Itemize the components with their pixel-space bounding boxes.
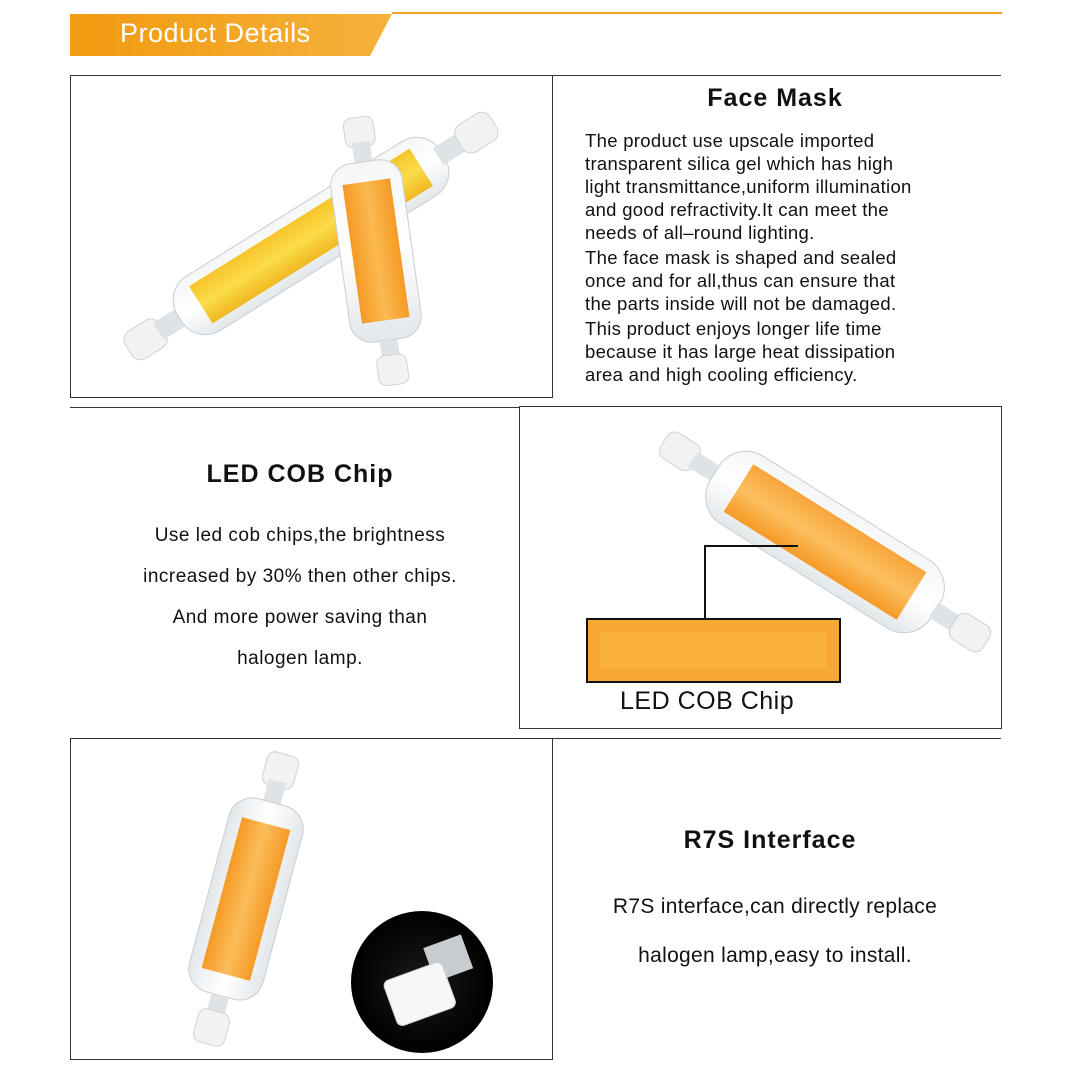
led-chip-image-label: LED COB Chip [620, 687, 795, 715]
face-mask-line: the parts inside will not be damaged. [585, 293, 897, 314]
lamp-closeup-image [520, 407, 1001, 728]
led-chip-image-frame [519, 406, 1002, 729]
face-mask-image-frame [70, 75, 553, 398]
divider [551, 738, 1001, 739]
face-mask-line: once and for all,thus can ensure that [585, 270, 896, 291]
led-chip-title: LED COB Chip [206, 460, 394, 488]
face-mask-line: and good refractivity.It can meet the [585, 199, 889, 220]
divider [70, 407, 520, 408]
face-mask-line: area and high cooling efficiency. [585, 364, 858, 385]
r7s-description [560, 895, 990, 993]
face-mask-line: transparent silica gel which has high [585, 153, 894, 174]
header-title: Product Details [120, 18, 311, 48]
two-lamps-image [71, 76, 552, 397]
face-mask-line: The face mask is shaped and sealed [585, 247, 897, 268]
led-chip-description [90, 525, 510, 689]
led-chip-line: halogen lamp. [237, 648, 363, 669]
face-mask-line: This product enjoys longer life time [585, 318, 882, 339]
led-chip-line: increased by 30% then other chips. [143, 566, 457, 587]
divider [551, 75, 1001, 76]
face-mask-title: Face Mask [707, 84, 843, 112]
header-rule [392, 12, 1002, 14]
face-mask-description [585, 129, 1005, 386]
led-chip-line: Use led cob chips,the brightness [154, 525, 446, 546]
face-mask-line: light transmittance,uniform illumination [585, 176, 912, 197]
face-mask-line: The product use upscale imported [585, 130, 875, 151]
r7s-line: R7S interface,can directly replace [612, 895, 938, 918]
r7s-lamp-image [71, 739, 552, 1059]
face-mask-line: because it has large heat dissipation [585, 341, 896, 362]
r7s-image-frame [70, 738, 553, 1060]
r7s-line: halogen lamp,easy to install. [638, 944, 912, 967]
face-mask-line: needs of all–round lighting. [585, 222, 815, 243]
led-chip-line: And more power saving than [172, 607, 428, 628]
r7s-title: R7S Interface [683, 826, 857, 854]
